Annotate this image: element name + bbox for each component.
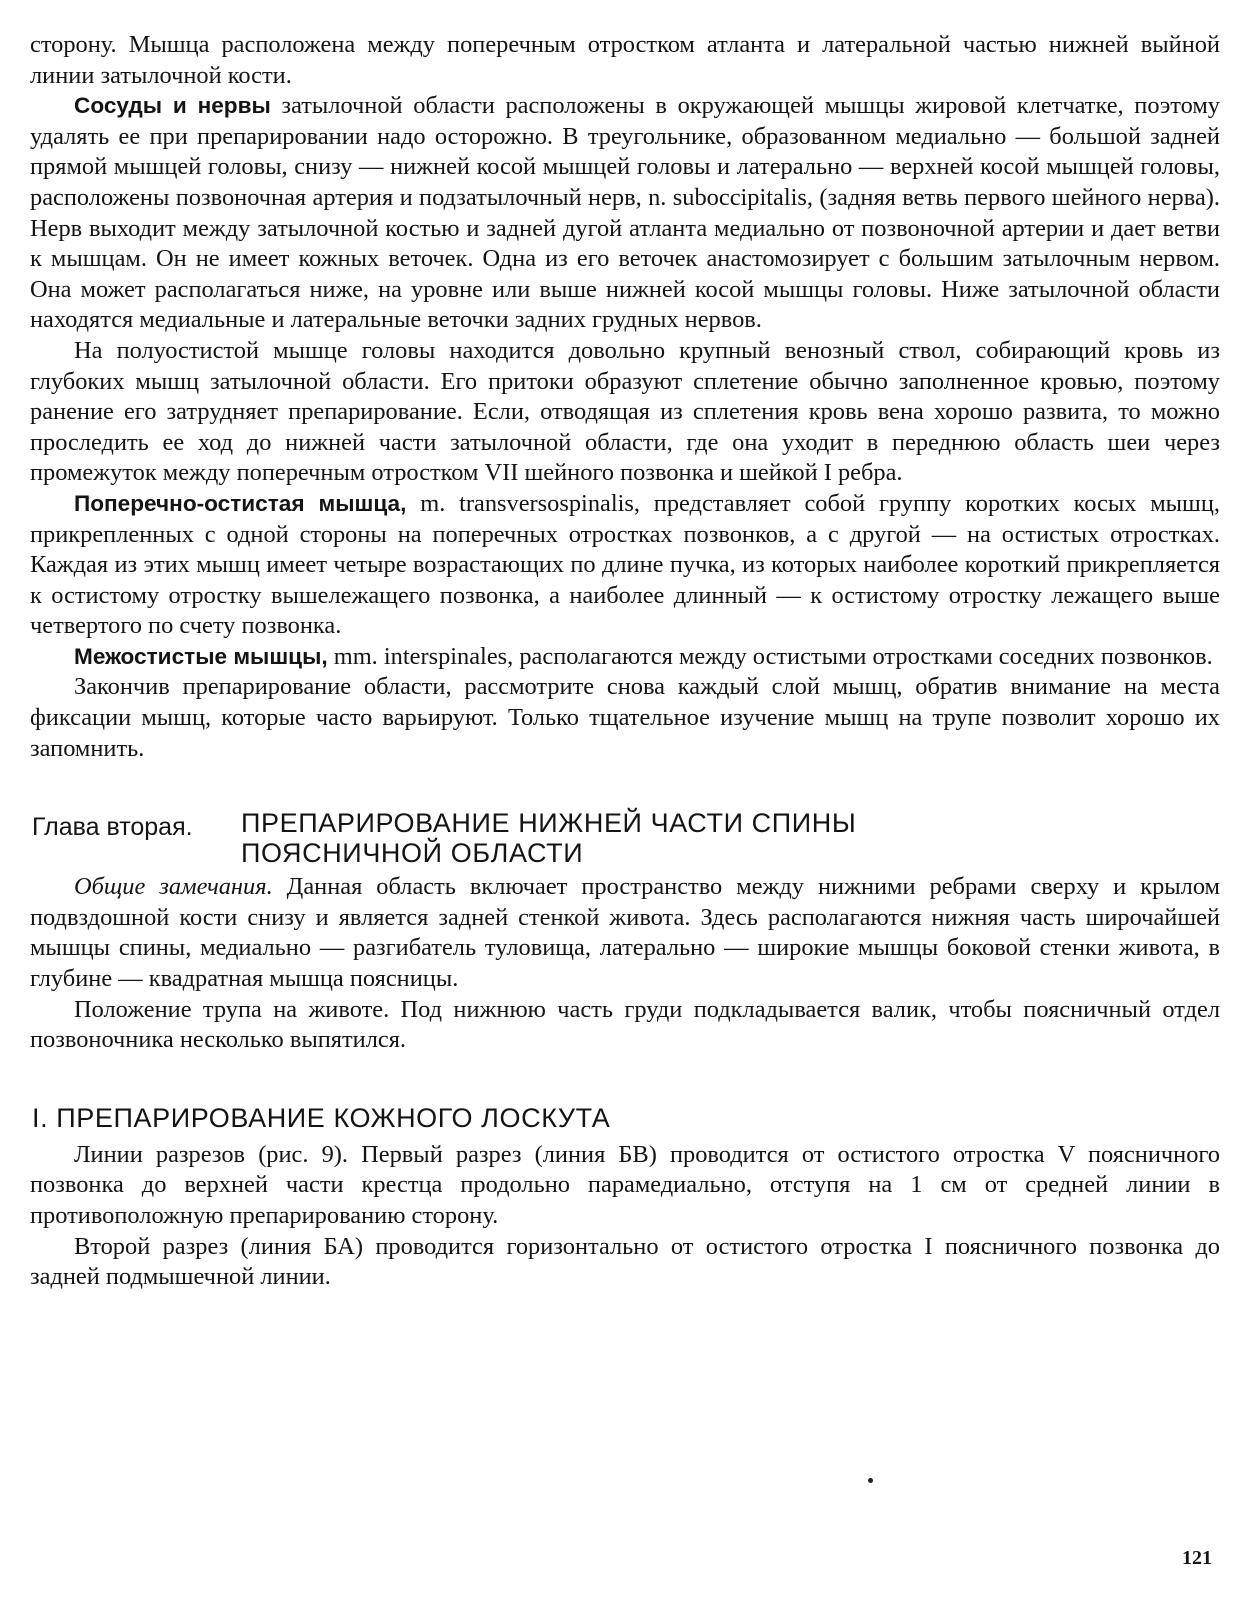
chapter-heading bbox=[30, 806, 1220, 870]
paragraph-text: затылочной области расположены в окружающей мышцы жировой клетчатке, поэтому удалять ее при препарировании надо осторожно. В треугольнике, образованном медиально — большой задней прямой мышцей головы, снизу — нижней косой мышцей головы и латерально — верхней косой мышцей головы, расположены позвоночная артерия и подзатылочный нерв, n. suboccipitalis, (задняя ветвь первого шейного нерва). Нерв выходит между затылочной костью и задней дугой атланта медиально от позвоночной артерии и дает ветви к мышцам. Он не имеет кожных веточек. Одна из его веточек анастомозирует с большим затылочным нервом. Она может располагаться ниже, на уровне или выше нижней косой мышцы головы. Ниже затылочной области находятся медиальные и латеральные веточки задних грудных нервов. bbox=[30, 92, 1220, 334]
paragraph-vessels-nerves bbox=[30, 91, 1220, 336]
paragraph-lead-bold: Сосуды и нервы bbox=[74, 93, 271, 119]
paragraph-transversospinalis bbox=[30, 489, 1220, 642]
paragraph-interspinales bbox=[30, 642, 1220, 673]
chapter-title: ПРЕПАРИРОВАНИЕ НИЖНЕЙ ЧАСТИ СПИНЫ ПОЯСНИЧНОЙ ОБЛАСТИ bbox=[241, 808, 857, 869]
paragraph-lead-italic: Общие замечания. bbox=[74, 873, 273, 901]
paragraph-lead-bold: Межостистые мышцы, bbox=[74, 643, 328, 669]
paragraph-second-incision bbox=[30, 1232, 1220, 1293]
paragraph-text: На полуостистой мышце головы находится довольно крупный венозный ствол, собирающий кровь из глубоких мышц затылочной области. Его притоки образуют сплетение обычно заполненное кровью, поэтому ранение его затрудняет препарирование. Если, отводящая из сплетения кровь вена хорошо развита, то можно проследить ее ход до нижней части затылочной области, где она уходит в переднюю область шеи через промежуток между поперечным отростком VII шейного позвонка и шейкой I ребра. bbox=[30, 336, 1220, 487]
section-heading: I. ПРЕПАРИРОВАНИЕ КОЖНОГО ЛОСКУТА bbox=[32, 1102, 611, 1133]
paragraph-body-position bbox=[30, 995, 1220, 1056]
chapter-label: Глава вторая. bbox=[32, 813, 193, 842]
paragraph-occipital-muscle-end bbox=[30, 30, 1220, 91]
paragraph-text: Положение трупа на животе. Под нижнюю часть груди подкладывается валик, чтобы поясничный отдел позвоночника несколько выпятился. bbox=[30, 995, 1220, 1054]
paragraph-lead-bold: Поперечно-остистая мышца, bbox=[74, 490, 407, 516]
paragraph-venous-trunk bbox=[30, 336, 1220, 489]
paragraph-text: Второй разрез (линия БА) проводится горизонтально от остистого отростка I поясничного позвонка до задней подмышечной линии. bbox=[30, 1232, 1220, 1291]
paragraph-text: m. transversospinalis, представляет собой группу коротких косых мышц, прикрепленных с одной стороны на поперечных отростках позвонков, а с другой — на остистых отростках. Каждая из этих мышц имеет четыре возрастающих по длине пучка, из которых наиболее короткий прикрепляется к остистому отростку вышележащего позвонка, а наиболее длинный — к остистому отростку лежащего выше четвертого по счету позвонка. bbox=[30, 489, 1220, 640]
paragraph-text: mm. interspinales, располагаются между остистыми отростками соседних позвонков. bbox=[327, 642, 1213, 670]
paragraph-general-remarks bbox=[30, 872, 1220, 994]
paragraph-text: Закончив препарирование области, рассмотрите снова каждый слой мышц, обратив внимание на места фиксации мышц, которые часто варьируют. Только тщательное изучение мышц на трупе позволит хорошо их запомнить. bbox=[30, 673, 1220, 762]
print-speck bbox=[868, 1478, 873, 1483]
paragraph-text: Линии разрезов (рис. 9). Первый разрез (линия БВ) проводится от остистого отростка V поясничного позвонка до верхней части крестца продольно парамедиально, отступя на 1 см от средней линии в противоположную препарированию сторону. bbox=[30, 1140, 1220, 1229]
page-number: 121 bbox=[1182, 1547, 1212, 1569]
paragraph-text: сторону. Мышца расположена между поперечным отростком атланта и латеральной частью нижней выйной линии затылочной кости. bbox=[30, 31, 1220, 89]
book-page bbox=[30, 30, 1220, 1293]
paragraph-incision-lines bbox=[30, 1140, 1220, 1232]
paragraph-text: Данная область включает пространство между нижними ребрами сверху и крылом подвздошной кости снизу и является задней стенкой живота. Здесь располагаются нижняя часть широчайшей мышцы спины, медиально — разгибатель туловища, латерально — широкие мышцы боковой стенки живота, в глубине — квадратная мышца поясницы. bbox=[30, 873, 1220, 993]
paragraph-conclusion bbox=[30, 672, 1220, 764]
